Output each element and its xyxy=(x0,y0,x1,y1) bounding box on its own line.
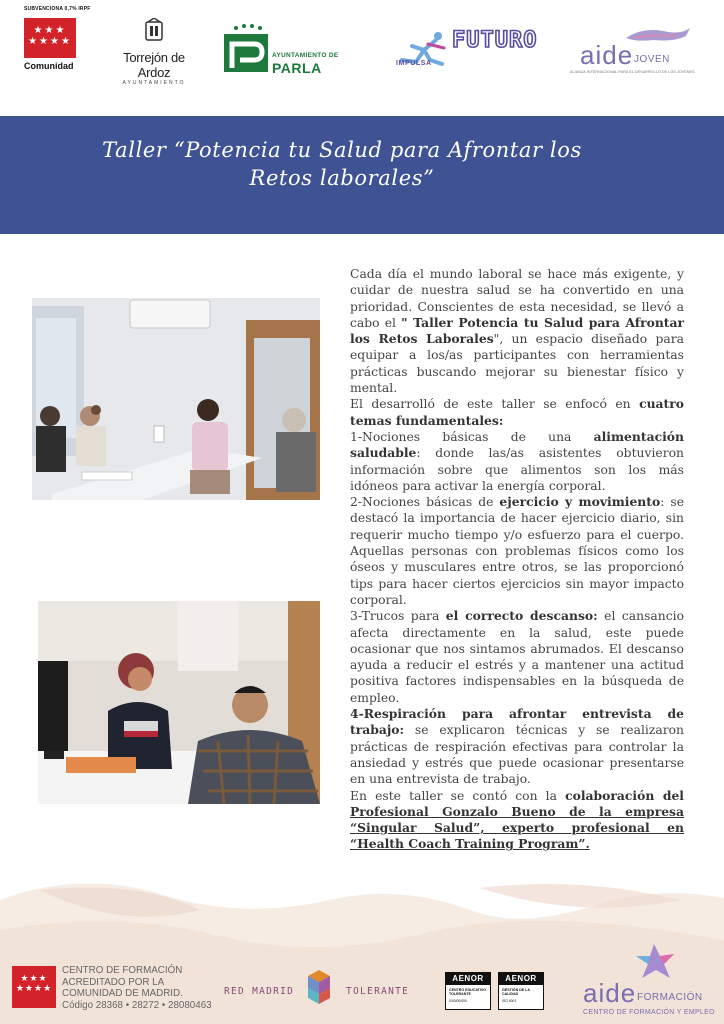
parla-logo xyxy=(224,18,340,78)
item-2-pre: 2-Nociones básicas de xyxy=(350,495,500,510)
comunidad-madrid-logo xyxy=(24,6,91,82)
centro-line-4: Código 28368 • 28272 • 28080463 xyxy=(62,999,212,1011)
centro-line-3: COMUNIDAD DE MADRID. xyxy=(62,988,183,1000)
centro-formacion-text xyxy=(62,965,212,1011)
item-1 xyxy=(350,429,684,494)
item-3-post: el cansancio afecta directamente en la salud, este puede ocasionar que nos sintamos abrumados. El descanso ayuda a reducir el estrés y a mantener una actitud positiva factores indispensables en la búsqueda de empleo. xyxy=(350,609,685,705)
topics-bold: cuatro temas fundamentales: xyxy=(350,396,684,428)
parla-line1: AYUNTAMIENTO DE xyxy=(272,52,339,59)
torrejon-logo xyxy=(106,18,202,86)
aenor-2-body: GESTIÓN DE LA CALIDAD xyxy=(502,988,530,997)
aide-joven-suffix: JOVEN xyxy=(634,54,670,65)
closing-paragraph xyxy=(350,788,684,853)
closing-bold: colaboración del xyxy=(565,787,684,803)
parla-line2: PARLA xyxy=(272,60,322,76)
aide-joven-logo xyxy=(568,24,698,80)
aide-joven-sub: ALIANZA INTERNACIONAL PARA EL DESARROLLO DE LOS JÓVENES xyxy=(570,70,695,74)
page-title xyxy=(90,136,594,193)
comunidad-name: Comunidad xyxy=(24,61,74,71)
item-1-pre: 1-Nociones básicas de una xyxy=(350,429,594,444)
topics-paragraph xyxy=(350,396,684,429)
article-body xyxy=(350,266,684,853)
comunidad-flag xyxy=(24,18,76,58)
topics-text: El desarrolló de este taller se enfocó en xyxy=(350,397,640,412)
item-2 xyxy=(350,494,684,608)
futuro-word: FUTURO xyxy=(452,28,538,53)
aenor-2-code: ISO 9001 xyxy=(502,998,517,1003)
aenor-calidad-badge xyxy=(498,972,544,1010)
item-3-pre: 3-Trucos para xyxy=(350,609,446,624)
title-line-2: Retos laborales” xyxy=(249,166,435,191)
header-logos xyxy=(0,0,724,100)
aenor-1-body: CENTRO EDUCATIVO TOLERANTE xyxy=(449,988,487,997)
aenor-1-code: 0/00/00/000 xyxy=(449,998,467,1003)
intro-bold: " Taller Potencia tu Salud para Afrontar los Retos Laborales xyxy=(350,314,684,347)
subvencion-label: SUBVENCIONA 0,7% IRPF xyxy=(24,6,91,12)
aenor-1-title: AENOR xyxy=(446,973,490,985)
item-3-bold: el correcto descanso: xyxy=(445,608,598,624)
item-3 xyxy=(350,608,684,706)
aide-formacion-sub: CENTRO DE FORMACIÓN Y EMPLEO xyxy=(583,1009,715,1016)
torrejon-sub: AYUNTAMIENTO xyxy=(122,80,186,86)
torrejon-name: Torrejón de Ardoz xyxy=(123,50,185,80)
stars-icon: ★★★ ★★★★ xyxy=(15,974,53,994)
stars-icon: ★★★ ★★★★ xyxy=(28,25,72,47)
item-4-post: se explicaron técnicas y se realizaron prácticas de respiración efectivas para controlar la ansiedad y estrés que puede ocasionar presentarse en una entrevista de trabajo. xyxy=(350,723,684,787)
item-2-bold: ejercicio y movimiento xyxy=(499,494,661,510)
footer xyxy=(0,870,724,1024)
title-banner xyxy=(0,116,724,234)
intro-text-2: ", un espacio diseñado para equipar a los/as participantes con herramientas prácticas buscando mejorar su bienestar físico y mental. xyxy=(350,332,684,396)
aide-formacion-word: aide xyxy=(583,978,637,1008)
item-4-bold: 4-Respiración para afrontar entrevista de trabajo: xyxy=(350,706,684,738)
centro-line-1: CENTRO DE FORMACIÓN xyxy=(62,965,183,976)
intro-paragraph xyxy=(350,266,684,396)
item-2-post: : se destacó la importancia de hacer ejercicio diario, sin requerir mucho tiempo y/o esfuerzo para el cuerpo. Aquellas personas con problemas físicos como los óseos y musculares entre otros, se las proporcionó tips para hacer ciertos ejercicios sin mayor impacto corporal. xyxy=(350,495,684,607)
workshop-photo-1 xyxy=(32,298,320,500)
footer-comunidad-flag xyxy=(12,966,56,1008)
intro-text-1: Cada día el mundo laboral se hace más exigente, y cuidar de nuestra salud se ha convertido en una prioridad. Conscientes de esta necesidad, se llevó a cabo el xyxy=(350,267,684,330)
impulsa-word: IMPULSA xyxy=(396,60,432,67)
crest-icon xyxy=(142,18,166,44)
closing-text: En este taller se contó con la xyxy=(350,788,566,803)
item-1-bold: alimentación saludable xyxy=(350,428,684,461)
whale-icon xyxy=(624,24,694,44)
aenor-2-title: AENOR xyxy=(499,973,543,985)
centro-line-2: ACREDITADO POR LA xyxy=(62,976,165,988)
red-madrid-tolerante-icon xyxy=(300,968,338,1006)
collaborator-credit: Profesional Gonzalo Bueno de la empresa “Singular Salud”, experto profesional en “Health Coach Training Program”. xyxy=(350,803,684,852)
parla-mark-icon xyxy=(224,24,268,72)
item-1-post: : donde las/as asistentes obtuvieron información sobre que alimentos son los más idóneos para activar la energía corporal. xyxy=(350,446,684,493)
title-line-1: Taller “Potencia tu Salud para Afrontar los xyxy=(102,138,582,162)
item-4 xyxy=(350,706,684,787)
red-madrid-label: RED MADRID xyxy=(224,986,295,997)
aide-formacion-suffix: FORMACIÓN xyxy=(637,992,703,1003)
aide-formacion-star-icon xyxy=(630,942,684,982)
aide-word: aide xyxy=(580,40,634,70)
futuro-logo xyxy=(394,28,538,74)
aenor-tolerante-badge xyxy=(445,972,491,1010)
workshop-photo-2 xyxy=(38,601,320,804)
tolerante-label: TOLERANTE xyxy=(346,986,410,997)
